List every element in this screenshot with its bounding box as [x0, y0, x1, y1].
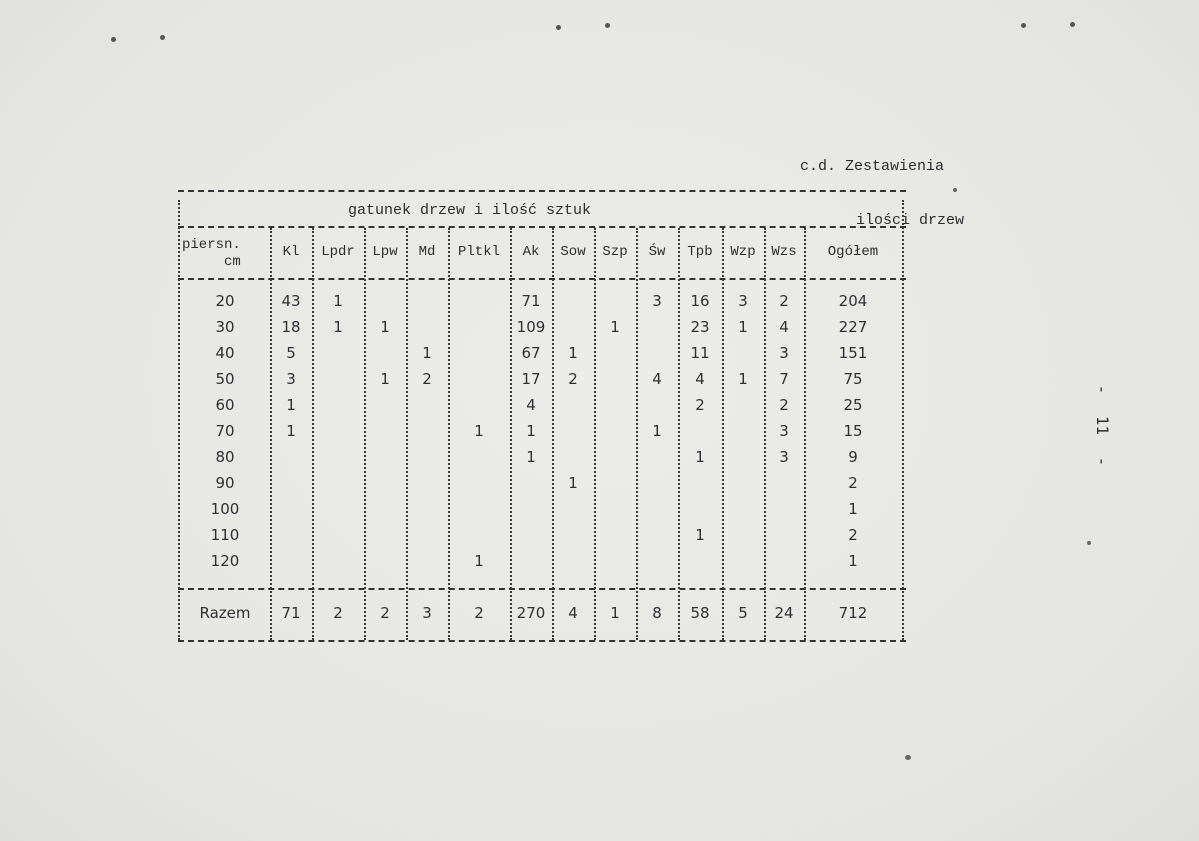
column-divider: [552, 228, 554, 640]
table-cell: 3: [422, 604, 432, 622]
page-number-value: 11: [1093, 415, 1113, 436]
column-header: Św: [648, 244, 666, 260]
column-divider: [594, 228, 596, 640]
table-cell: 1: [286, 396, 296, 414]
heading-line-2: ilości drzew: [856, 212, 965, 229]
table-cell: 2: [779, 396, 789, 414]
table-cell: 3: [779, 422, 789, 440]
column-header: Lpw: [372, 244, 398, 260]
punch-hole-mark: [160, 35, 165, 40]
table-cell: 16: [690, 292, 710, 310]
table-cell: 58: [690, 604, 710, 622]
table-cell: 1: [380, 318, 390, 336]
table-cell: 1: [526, 448, 536, 466]
column-divider: [364, 228, 366, 640]
table-cell: 3: [779, 344, 789, 362]
table-cell: 23: [690, 318, 710, 336]
page-number-dash: -: [1092, 384, 1112, 395]
table-cell: 18: [281, 318, 301, 336]
table-cell: 43: [281, 292, 301, 310]
table-rule: [178, 226, 906, 228]
table-cell: 7: [779, 370, 789, 388]
heading-line-1: c.d. Zestawienia: [800, 158, 945, 175]
row-label: 70: [215, 422, 235, 440]
table-cell: 3: [652, 292, 662, 310]
table-cell: 1: [738, 370, 748, 388]
table-cell: 2: [333, 604, 343, 622]
table-cell: 1: [474, 552, 484, 570]
table-cell: 9: [848, 448, 858, 466]
table-cell: 1: [848, 500, 858, 518]
column-header: Tpb: [687, 244, 713, 260]
page-number-dash: -: [1092, 456, 1112, 467]
table-cell: 1: [848, 552, 858, 570]
table-cell: 4: [695, 370, 705, 388]
table-cell: 151: [838, 344, 868, 362]
table-cell: 3: [738, 292, 748, 310]
table-cell: 712: [838, 604, 868, 622]
punch-hole-mark: [1021, 23, 1026, 28]
table-cell: 204: [838, 292, 868, 310]
table-cell: 1: [610, 604, 620, 622]
tree-count-table: [178, 190, 906, 642]
table-cell: 1: [474, 422, 484, 440]
row-label: 120: [210, 552, 240, 570]
table-cell: 1: [652, 422, 662, 440]
table-cell: 1: [695, 448, 705, 466]
table-cell: 1: [526, 422, 536, 440]
column-divider: [902, 200, 904, 640]
row-label: 30: [215, 318, 235, 336]
table-cell: 8: [652, 604, 662, 622]
table-cell: 5: [738, 604, 748, 622]
table-cell: 4: [568, 604, 578, 622]
row-label: Razem: [199, 604, 251, 622]
table-cell: 1: [695, 526, 705, 544]
table-cell: 1: [380, 370, 390, 388]
table-cell: 2: [848, 526, 858, 544]
table-cell: 4: [779, 318, 789, 336]
table-title: gatunek drzew i ilość sztuk: [348, 202, 592, 219]
table-cell: 15: [843, 422, 863, 440]
row-label: 110: [210, 526, 240, 544]
table-cell: 3: [779, 448, 789, 466]
column-divider: [312, 228, 314, 640]
column-header: Lpdr: [321, 244, 355, 260]
row-label: 60: [215, 396, 235, 414]
table-cell: 227: [838, 318, 868, 336]
punch-hole-mark: [556, 25, 561, 30]
table-cell: 17: [521, 370, 541, 388]
row-label: 100: [210, 500, 240, 518]
table-cell: 24: [774, 604, 794, 622]
table-rule: [178, 278, 906, 280]
column-header: Wzs: [771, 244, 797, 260]
stub-header-line-1: piersn.: [182, 237, 241, 253]
table-cell: 1: [333, 292, 343, 310]
row-label: 40: [215, 344, 235, 362]
column-header: Pltkl: [457, 244, 500, 260]
table-cell: 1: [422, 344, 432, 362]
column-divider: [722, 228, 724, 640]
column-divider: [678, 228, 680, 640]
row-label: 50: [215, 370, 235, 388]
column-header: Md: [418, 244, 436, 260]
column-divider: [406, 228, 408, 640]
table-cell: 2: [695, 396, 705, 414]
table-cell: 1: [568, 474, 578, 492]
paper-speck: [1087, 541, 1091, 545]
column-divider: [178, 200, 180, 640]
table-cell: 1: [610, 318, 620, 336]
table-rule: [178, 640, 906, 642]
table-cell: 4: [526, 396, 536, 414]
table-cell: 2: [568, 370, 578, 388]
punch-hole-mark: [605, 23, 610, 28]
table-cell: 1: [738, 318, 748, 336]
table-cell: 2: [848, 474, 858, 492]
table-rule: [178, 190, 906, 192]
paper-speck: [905, 755, 911, 760]
table-cell: 270: [516, 604, 546, 622]
row-label: 90: [215, 474, 235, 492]
column-header: Wzp: [730, 244, 756, 260]
table-cell: 67: [521, 344, 541, 362]
column-header: Kl: [282, 244, 300, 260]
column-header: Ogółem: [827, 244, 879, 260]
table-cell: 71: [281, 604, 301, 622]
table-cell: 11: [690, 344, 710, 362]
table-cell: 5: [286, 344, 296, 362]
table-cell: 75: [843, 370, 863, 388]
table-cell: 1: [568, 344, 578, 362]
table-cell: 2: [380, 604, 390, 622]
table-cell: 4: [652, 370, 662, 388]
punch-hole-mark: [1070, 22, 1075, 27]
table-rule: [178, 588, 906, 590]
stub-header-line-2: cm: [224, 254, 241, 270]
column-header: Ak: [522, 244, 540, 260]
table-cell: 1: [286, 422, 296, 440]
row-label: 20: [215, 292, 235, 310]
column-header: Sow: [560, 244, 586, 260]
table-cell: 1: [333, 318, 343, 336]
table-cell: 109: [516, 318, 546, 336]
column-header: Szp: [602, 244, 628, 260]
row-label: 80: [215, 448, 235, 466]
table-cell: 2: [422, 370, 432, 388]
page-number: [1092, 380, 1121, 470]
table-cell: 71: [521, 292, 541, 310]
table-cell: 2: [474, 604, 484, 622]
table-cell: 25: [843, 396, 863, 414]
punch-hole-mark: [111, 37, 116, 42]
table-cell: 3: [286, 370, 296, 388]
table-cell: 2: [779, 292, 789, 310]
